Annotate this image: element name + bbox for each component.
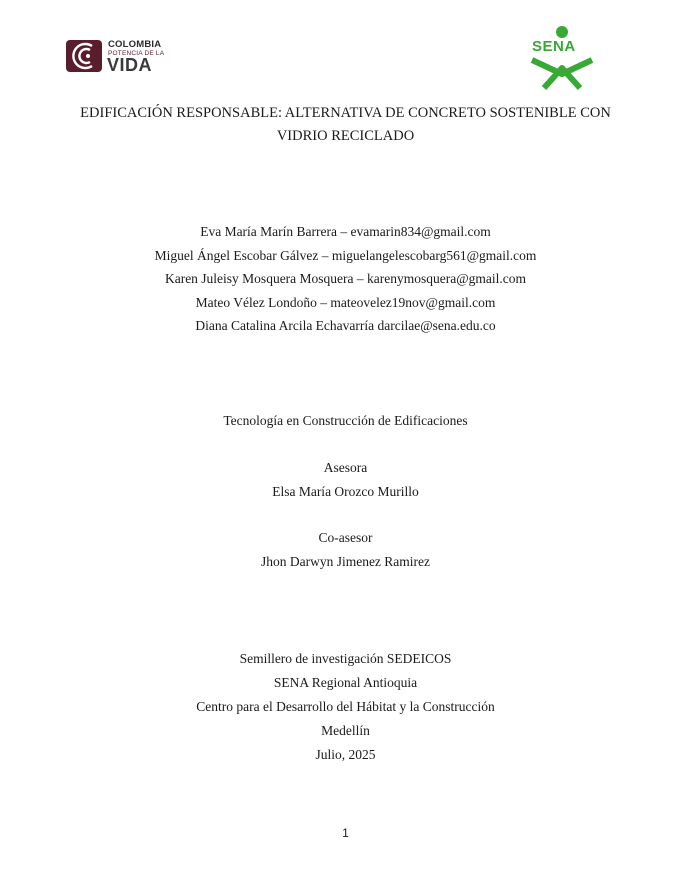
author-line: Mateo Vélez Londoño – mateovelez19nov@gmail.com [195, 294, 496, 310]
author-line: Eva María Marín Barrera – evamarin834@gmail.com [200, 224, 491, 239]
author-line: Miguel Ángel Escobar Gálvez – miguelangelescobarg561@gmail.com [154, 247, 537, 263]
coadvisor-name: Jhon Darwyn Jimenez Ramirez [260, 553, 431, 569]
author-line: Diana Catalina Arcila Echavarría darcilae@sena.edu.co [195, 318, 496, 333]
document-title [60, 102, 631, 148]
institution-line: Julio, 2025 [315, 747, 376, 762]
institution-line: Medellín [321, 723, 370, 738]
sena-figure-icon [526, 24, 598, 90]
colombia-logo-icon [66, 40, 102, 72]
sena-logo-text: SENA [532, 38, 576, 55]
program-name [0, 409, 691, 432]
author-line: Karen Juleisy Mosquera Mosquera – karenymosquera@gmail.com [164, 271, 527, 286]
advisor-label: Asesora [323, 460, 368, 475]
institution-line: Semillero de investigación SEDEICOS [239, 651, 452, 666]
title-line-1: EDIFICACIÓN RESPONSABLE: ALTERNATIVA DE CONCRETO SOSTENIBLE CON [80, 105, 611, 121]
logo-text-potencia: POTENCIA DE LA [108, 50, 165, 57]
coadvisor-section [0, 526, 691, 573]
program-text: Tecnología en Construcción de Edificaciones [223, 413, 468, 428]
institution-section [0, 647, 691, 767]
authors-list [0, 220, 691, 338]
sena-logo [526, 24, 598, 90]
institution-line: SENA Regional Antioquia [273, 675, 418, 690]
advisor-name: Elsa María Orozco Murillo [272, 483, 419, 499]
logo-text-colombia: COLOMBIA [108, 39, 162, 50]
logo-text-vida: VIDA [107, 55, 153, 75]
colombia-potencia-de-la-vida-logo [66, 38, 176, 76]
advisor-section [0, 456, 691, 503]
institution-line: Centro para el Desarrollo del Hábitat y la Construcción [196, 699, 495, 714]
title-line-2: VIDRIO RECICLADO [276, 128, 415, 144]
coadvisor-label: Co-asesor [318, 530, 373, 545]
page-number: 1 [342, 826, 349, 840]
